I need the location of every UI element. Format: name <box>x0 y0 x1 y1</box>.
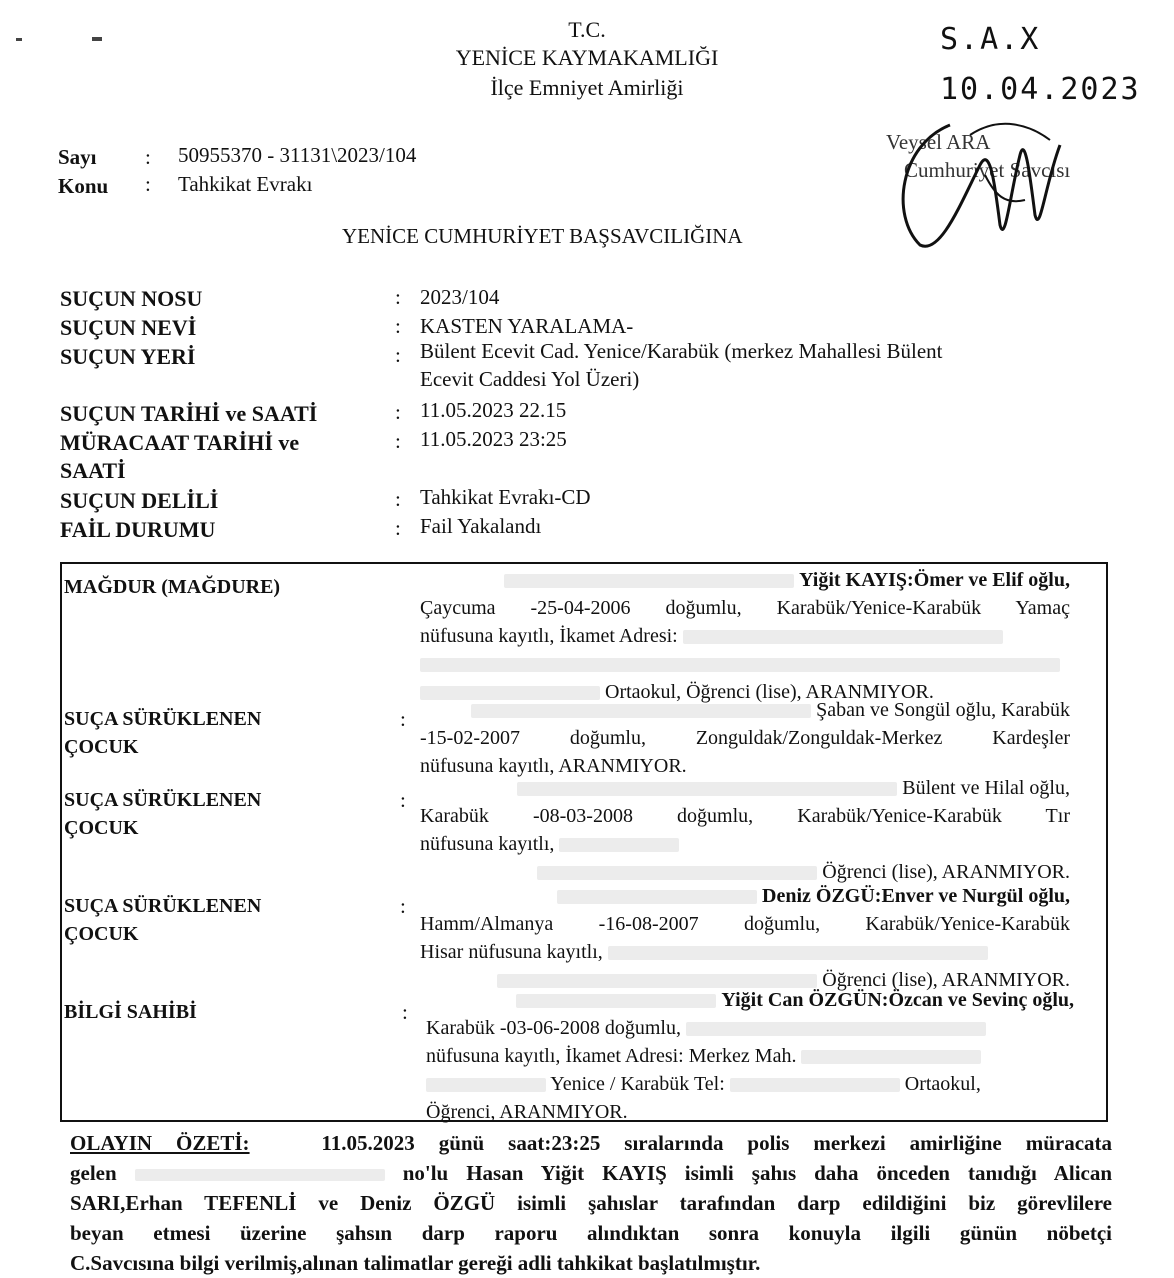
header-kaymakamlik: YENİCE KAYMAKAMLIĞI <box>455 45 719 70</box>
party-text-line: nüfusuna kayıtlı, <box>420 833 555 855</box>
field-value-nevi: KASTEN YARALAMA- <box>420 314 634 338</box>
party-text-cocuk-1 <box>420 696 1070 780</box>
handwritten-date: 10.04.2023 <box>940 72 1141 107</box>
party-label-cocuk-1: SUÇA SÜRÜKLENEN <box>64 708 262 730</box>
addressee: YENİCE CUMHURİYET BAŞSAVCILIĞINA <box>342 224 743 248</box>
summary-line: beyan etmesi üzerine şahsın darp raporu alındıktan sonra konuyla ilgili günün nöbetçi <box>70 1221 1112 1245</box>
party-label-cocuk-2: SUÇA SÜRÜKLENEN <box>64 789 262 811</box>
field-colon: : <box>395 343 401 367</box>
party-text-magdur <box>420 566 1070 706</box>
incident-summary <box>70 1128 1112 1278</box>
summary-heading: OLAYIN ÖZETİ: <box>70 1131 250 1155</box>
field-colon: : <box>395 314 401 338</box>
party-text-line: Karabük -08-03-2008 doğumlu, Karabük/Yenice-Karabük Tır <box>420 805 1070 827</box>
sayi-colon: : <box>145 145 151 169</box>
field-value-nosu: 2023/104 <box>420 285 500 309</box>
party-label-bilgi-sahibi: BİLGİ SAHİBİ <box>64 1001 197 1023</box>
summary-line: SARI,Erhan TEFENLİ ve Deniz ÖZGÜ isimli şahıslar tarafından darp edildiğini biz görevlilere <box>70 1191 1112 1215</box>
summary-line: 11.05.2023 günü saat:23:25 sıralarında polis merkezi amirliğine müracata <box>321 1131 1112 1155</box>
field-label-fail: FAİL DURUMU <box>60 517 216 542</box>
party-label-magdur: MAĞDUR (MAĞDURE) <box>64 576 281 598</box>
field-colon: : <box>395 285 401 309</box>
party-text-line: nüfusuna kayıtlı, ARANMIYOR. <box>420 755 687 777</box>
summary-line: no'lu Hasan Yiğit KAYIŞ isimli şahıs daha önceden tanıdığı Alican <box>402 1161 1112 1185</box>
party-text-line: Çaycuma -25-04-2006 doğumlu, Karabük/Yenice-Karabük Yamaç <box>420 597 1070 619</box>
party-text-line: Deniz ÖZGÜ:Enver ve Nurgül oğlu, <box>762 885 1070 907</box>
konu-label: Konu <box>58 174 109 198</box>
party-text-line: -15-02-2007 doğumlu, Zonguldak/Zonguldak-Merkez Kardeşler <box>420 727 1070 749</box>
party-colon: : <box>400 788 406 812</box>
summary-gelen: gelen <box>70 1161 117 1185</box>
field-value-fail: Fail Yakalandı <box>420 514 542 538</box>
field-colon: : <box>395 487 401 511</box>
party-text-line: Öğrenci, ARANMIYOR. <box>426 1101 628 1123</box>
party-text-line: Karabük -03-06-2008 doğumlu, <box>426 1017 681 1039</box>
party-text-line: Yenice / Karabük Tel: <box>550 1073 725 1095</box>
summary-line: C.Savcısına bilgi verilmiş,alınan talimatlar gereği adli tahkikat başlatılmıştır. <box>70 1251 761 1275</box>
party-colon: : <box>402 1000 408 1024</box>
party-text-line: Öğrenci (lise), ARANMIYOR. <box>822 969 1070 991</box>
header-tc: T.C. <box>568 17 606 42</box>
field-label-nosu: SUÇUN NOSU <box>60 286 203 311</box>
party-label-cocuk-3: SUÇA SÜRÜKLENEN <box>64 895 262 917</box>
handwritten-initials: S.A.X <box>940 22 1041 57</box>
header-amirlik: İlçe Emniyet Amirliği <box>490 75 684 100</box>
konu-value: Tahkikat Evrakı <box>178 172 313 196</box>
field-label-tarih: SUÇUN TARİHİ ve SAATİ <box>60 401 318 426</box>
party-label-cocuk-1-cont: ÇOCUK <box>64 736 139 758</box>
party-text-line: Yiğit KAYIŞ:Ömer ve Elif oğlu, <box>799 569 1070 591</box>
party-text-cocuk-3 <box>420 882 1070 994</box>
field-label-muracaat-cont: SAATİ <box>60 458 126 483</box>
field-colon: : <box>395 429 401 453</box>
sayi-value: 50955370 - 31131\2023/104 <box>178 143 417 167</box>
field-label-delil: SUÇUN DELİLİ <box>60 488 219 513</box>
party-text-bilgi-sahibi <box>426 986 1074 1126</box>
field-value-muracaat: 11.05.2023 23:25 <box>420 427 567 451</box>
scan-speck <box>16 38 22 41</box>
field-label-muracaat: MÜRACAAT TARİHİ ve <box>60 430 300 455</box>
field-label-nevi: SUÇUN NEVİ <box>60 315 197 340</box>
field-value-yeri-cont: Ecevit Caddesi Yol Üzeri) <box>420 367 640 391</box>
party-text-line: Ortaokul, Öğrenci (lise), ARANMIYOR. <box>605 681 934 703</box>
party-text-line: Bülent ve Hilal oğlu, <box>902 777 1070 799</box>
scan-speck <box>92 37 102 41</box>
sayi-label: Sayı <box>58 145 97 169</box>
stamp-title: Cumhuriyet Savcısı <box>904 158 1071 182</box>
field-value-yeri: Bülent Ecevit Cad. Yenice/Karabük (merkez Mahallesi Bülent <box>420 339 943 363</box>
party-colon: : <box>400 707 406 731</box>
party-text-line: Şaban ve Songül oğlu, Karabük <box>816 699 1070 721</box>
party-colon: : <box>400 894 406 918</box>
party-label-cocuk-3-cont: ÇOCUK <box>64 923 139 945</box>
party-text-cocuk-2 <box>420 774 1070 886</box>
party-text-line: nüfusuna kayıtlı, İkamet Adresi: Merkez Mah. <box>426 1045 797 1067</box>
field-label-yeri: SUÇUN YERİ <box>60 344 196 369</box>
field-colon: : <box>395 516 401 540</box>
party-text-extra: Ortaokul, <box>904 1073 981 1095</box>
party-text-line: Hamm/Almanya -16-08-2007 doğumlu, Karabük/Yenice-Karabük <box>420 913 1070 935</box>
field-value-tarih: 11.05.2023 22.15 <box>420 398 567 422</box>
party-text-line: Hisar nüfusuna kayıtlı, <box>420 941 603 963</box>
field-value-delil: Tahkikat Evrakı-CD <box>420 485 591 509</box>
signature-icon <box>880 105 1080 255</box>
konu-colon: : <box>145 172 151 196</box>
field-colon: : <box>395 400 401 424</box>
party-text-line: Yiğit Can ÖZGÜN:Özcan ve Sevinç oğlu, <box>721 989 1074 1011</box>
party-label-cocuk-2-cont: ÇOCUK <box>64 817 139 839</box>
party-text-line: nüfusuna kayıtlı, İkamet Adresi: <box>420 625 678 647</box>
party-text-line: Öğrenci (lise), ARANMIYOR. <box>822 861 1070 883</box>
stamp-name: Veysel ARA <box>886 130 991 154</box>
